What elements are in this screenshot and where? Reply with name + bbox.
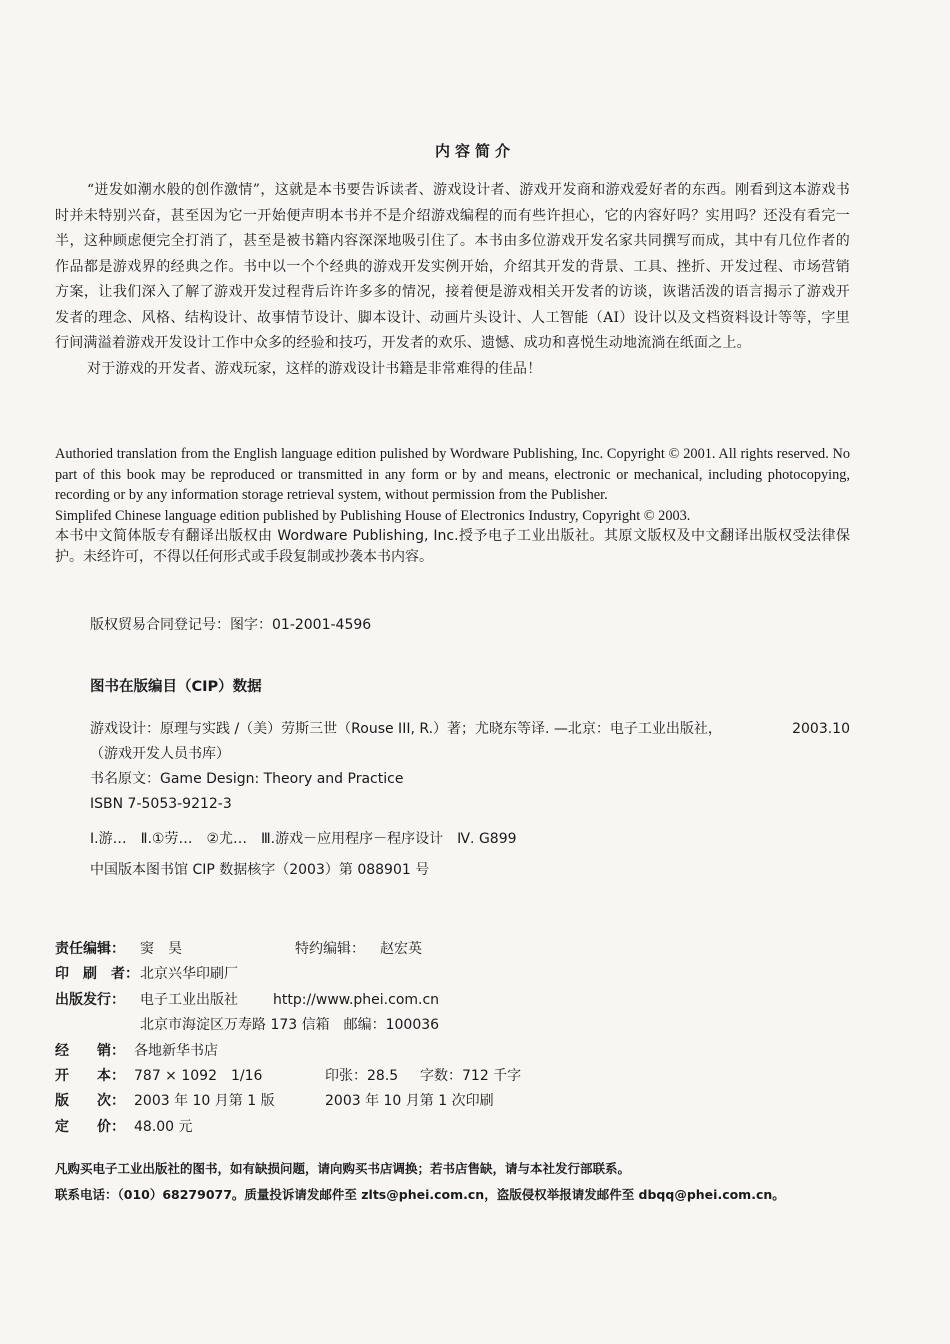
info-row-editor <box>55 937 855 962</box>
copyright-english-simplified: Simplifed Chinese language edition published by Publishing House of Electronics Industry, Copyright © 2003. <box>55 507 691 524</box>
special-editor-label: 特约编辑： <box>295 941 365 957</box>
publisher-website: http://www.phei.com.cn <box>273 991 440 1008</box>
printing-value: 2003 年 10 月第 1 次印刷 <box>325 1093 494 1110</box>
copyright-english: Authoried translation from the English language edition pulished by Wordware Publishing, Inc. Copyright © 2001. All rights reserved. No part of this book may be reproduced or transmitted in any form or by and means, electronic or mechanical, including photocopying, recording or by any information storage retrieval system, without permission from the Publisher. <box>55 446 850 504</box>
cip-original-title: 书名原文：Game Design: Theory and Practice <box>90 771 404 787</box>
editor-value: 窦 昊 <box>140 941 182 957</box>
cip-data <box>90 717 850 883</box>
cip-classification: Ⅰ.游… Ⅱ.①劳… ②尤… Ⅲ.游戏－应用程序－程序设计 Ⅳ. G899 <box>90 831 517 847</box>
info-row-distributor <box>55 1039 855 1064</box>
cip-series: （游戏开发人员书库） <box>90 746 230 762</box>
footer-line: 凡购买电子工业出版社的图书，如有缺损问题，请向购买书店调换；若书店售缺，请与本社发行部联系。 <box>55 1161 631 1176</box>
publisher-address: 北京市海淀区万寿路 173 信箱 邮编：100036 <box>140 1017 440 1034</box>
distributor-label: 经 销： <box>55 1042 125 1059</box>
edition-value: 2003 年 10 月第 1 版 <box>134 1093 275 1110</box>
intro-paragraph: 对于游戏的开发者、游戏玩家，这样的游戏设计书籍是非常难得的佳品！ <box>87 360 542 377</box>
edition-label: 版 次： <box>55 1093 125 1110</box>
price-value: 48.00 元 <box>134 1118 193 1135</box>
info-row-edition <box>55 1089 855 1114</box>
info-row-format <box>55 1064 855 1089</box>
info-row-printer <box>55 962 855 987</box>
cip-verification: 中国版本图书馆 CIP 数据核字（2003）第 088901 号 <box>90 862 430 878</box>
footer-contact: 联系电话：（010）68279077。质量投诉请发邮件至 zlts@phei.com.cn，盗版侵权举报请发邮件至 dbqq@phei.com.cn。 <box>55 1187 785 1202</box>
cip-isbn: ISBN 7-5053-9212-3 <box>90 796 232 812</box>
intro-paragraph: “迸发如潮水般的创作激情”，这就是本书要告诉读者、游戏设计者、游戏开发商和游戏爱好者的东西。刚看到这本游戏书时并未特别兴奋，甚至因为它一开始便声明本书并不是介绍游戏编程的而有些许担心，它的内容好吗？实用吗？还没有看完一半，这种顾虑便完全打消了，甚至是被书籍内容深深地吸引住了。本书由多位游戏开发名家共同撰写而成，其中有几位作者的作品都是游戏界的经典之作。书中以一个个经典的游戏开发实例开始，介绍其开发的背景、工具、挫折、开发过程、市场营销方案，让我们深入了解了游戏开发过程背后许许多多的情况，接着便是游戏相关开发者的访谈，诙谐活泼的语言揭示了游戏开发者的理念、风格、结构设计、故事情节设计、脚本设计、动画片头设计、人工智能（AI）设计以及文档资料设计等等，字里行间满溢着游戏开发设计工作中众多的经验和技巧，开发者的欢乐、遗憾、成功和喜悦生动地流淌在纸面之上。 <box>55 182 850 351</box>
registration-number: 版权贸易合同登记号：图字：01-2001-4596 <box>90 617 372 633</box>
cip-title-line <box>90 717 850 742</box>
footer-notice <box>55 1156 855 1208</box>
copyright-notice <box>55 444 850 567</box>
word-count-value: 字数：712 千字 <box>420 1067 522 1084</box>
book-introduction <box>55 178 850 382</box>
special-editor-value: 赵宏英 <box>380 941 422 957</box>
cip-heading: 图书在版编目（CIP）数据 <box>90 679 262 695</box>
publisher-value: 电子工业出版社 <box>140 991 238 1008</box>
cip-title-text: 游戏设计：原理与实践 /（美）劳斯三世（Rouse III, R.）著；尤晓东等译. —北京：电子工业出版社， <box>90 721 722 737</box>
page-title: 内容简介 <box>434 142 515 160</box>
info-row-price <box>55 1115 855 1140</box>
printer-value: 北京兴华印刷厂 <box>140 966 238 983</box>
format-value: 787 × 1092 1/16 <box>134 1067 263 1084</box>
sheets-value: 印张：28.5 <box>325 1067 399 1084</box>
cip-date: 2003.10 <box>792 721 850 737</box>
editor-label: 责任编辑： <box>55 941 125 957</box>
format-label: 开 本： <box>55 1067 125 1084</box>
price-label: 定 价： <box>55 1118 125 1135</box>
info-row-address <box>55 1013 855 1038</box>
publisher-label: 出版发行： <box>55 991 125 1008</box>
copyright-chinese: 本书中文简体版专有翻译出版权由 Wordware Publishing, Inc.授予电子工业出版社。其原文版权及中文翻译出版权受法律保护。未经许可，不得以任何形式或手段复制或抄袭本书内容。 <box>55 528 850 565</box>
info-row-publisher <box>55 988 855 1013</box>
distributor-value: 各地新华书店 <box>134 1042 218 1059</box>
printer-label: 印 刷 者： <box>55 966 139 983</box>
publication-info <box>55 937 855 1140</box>
